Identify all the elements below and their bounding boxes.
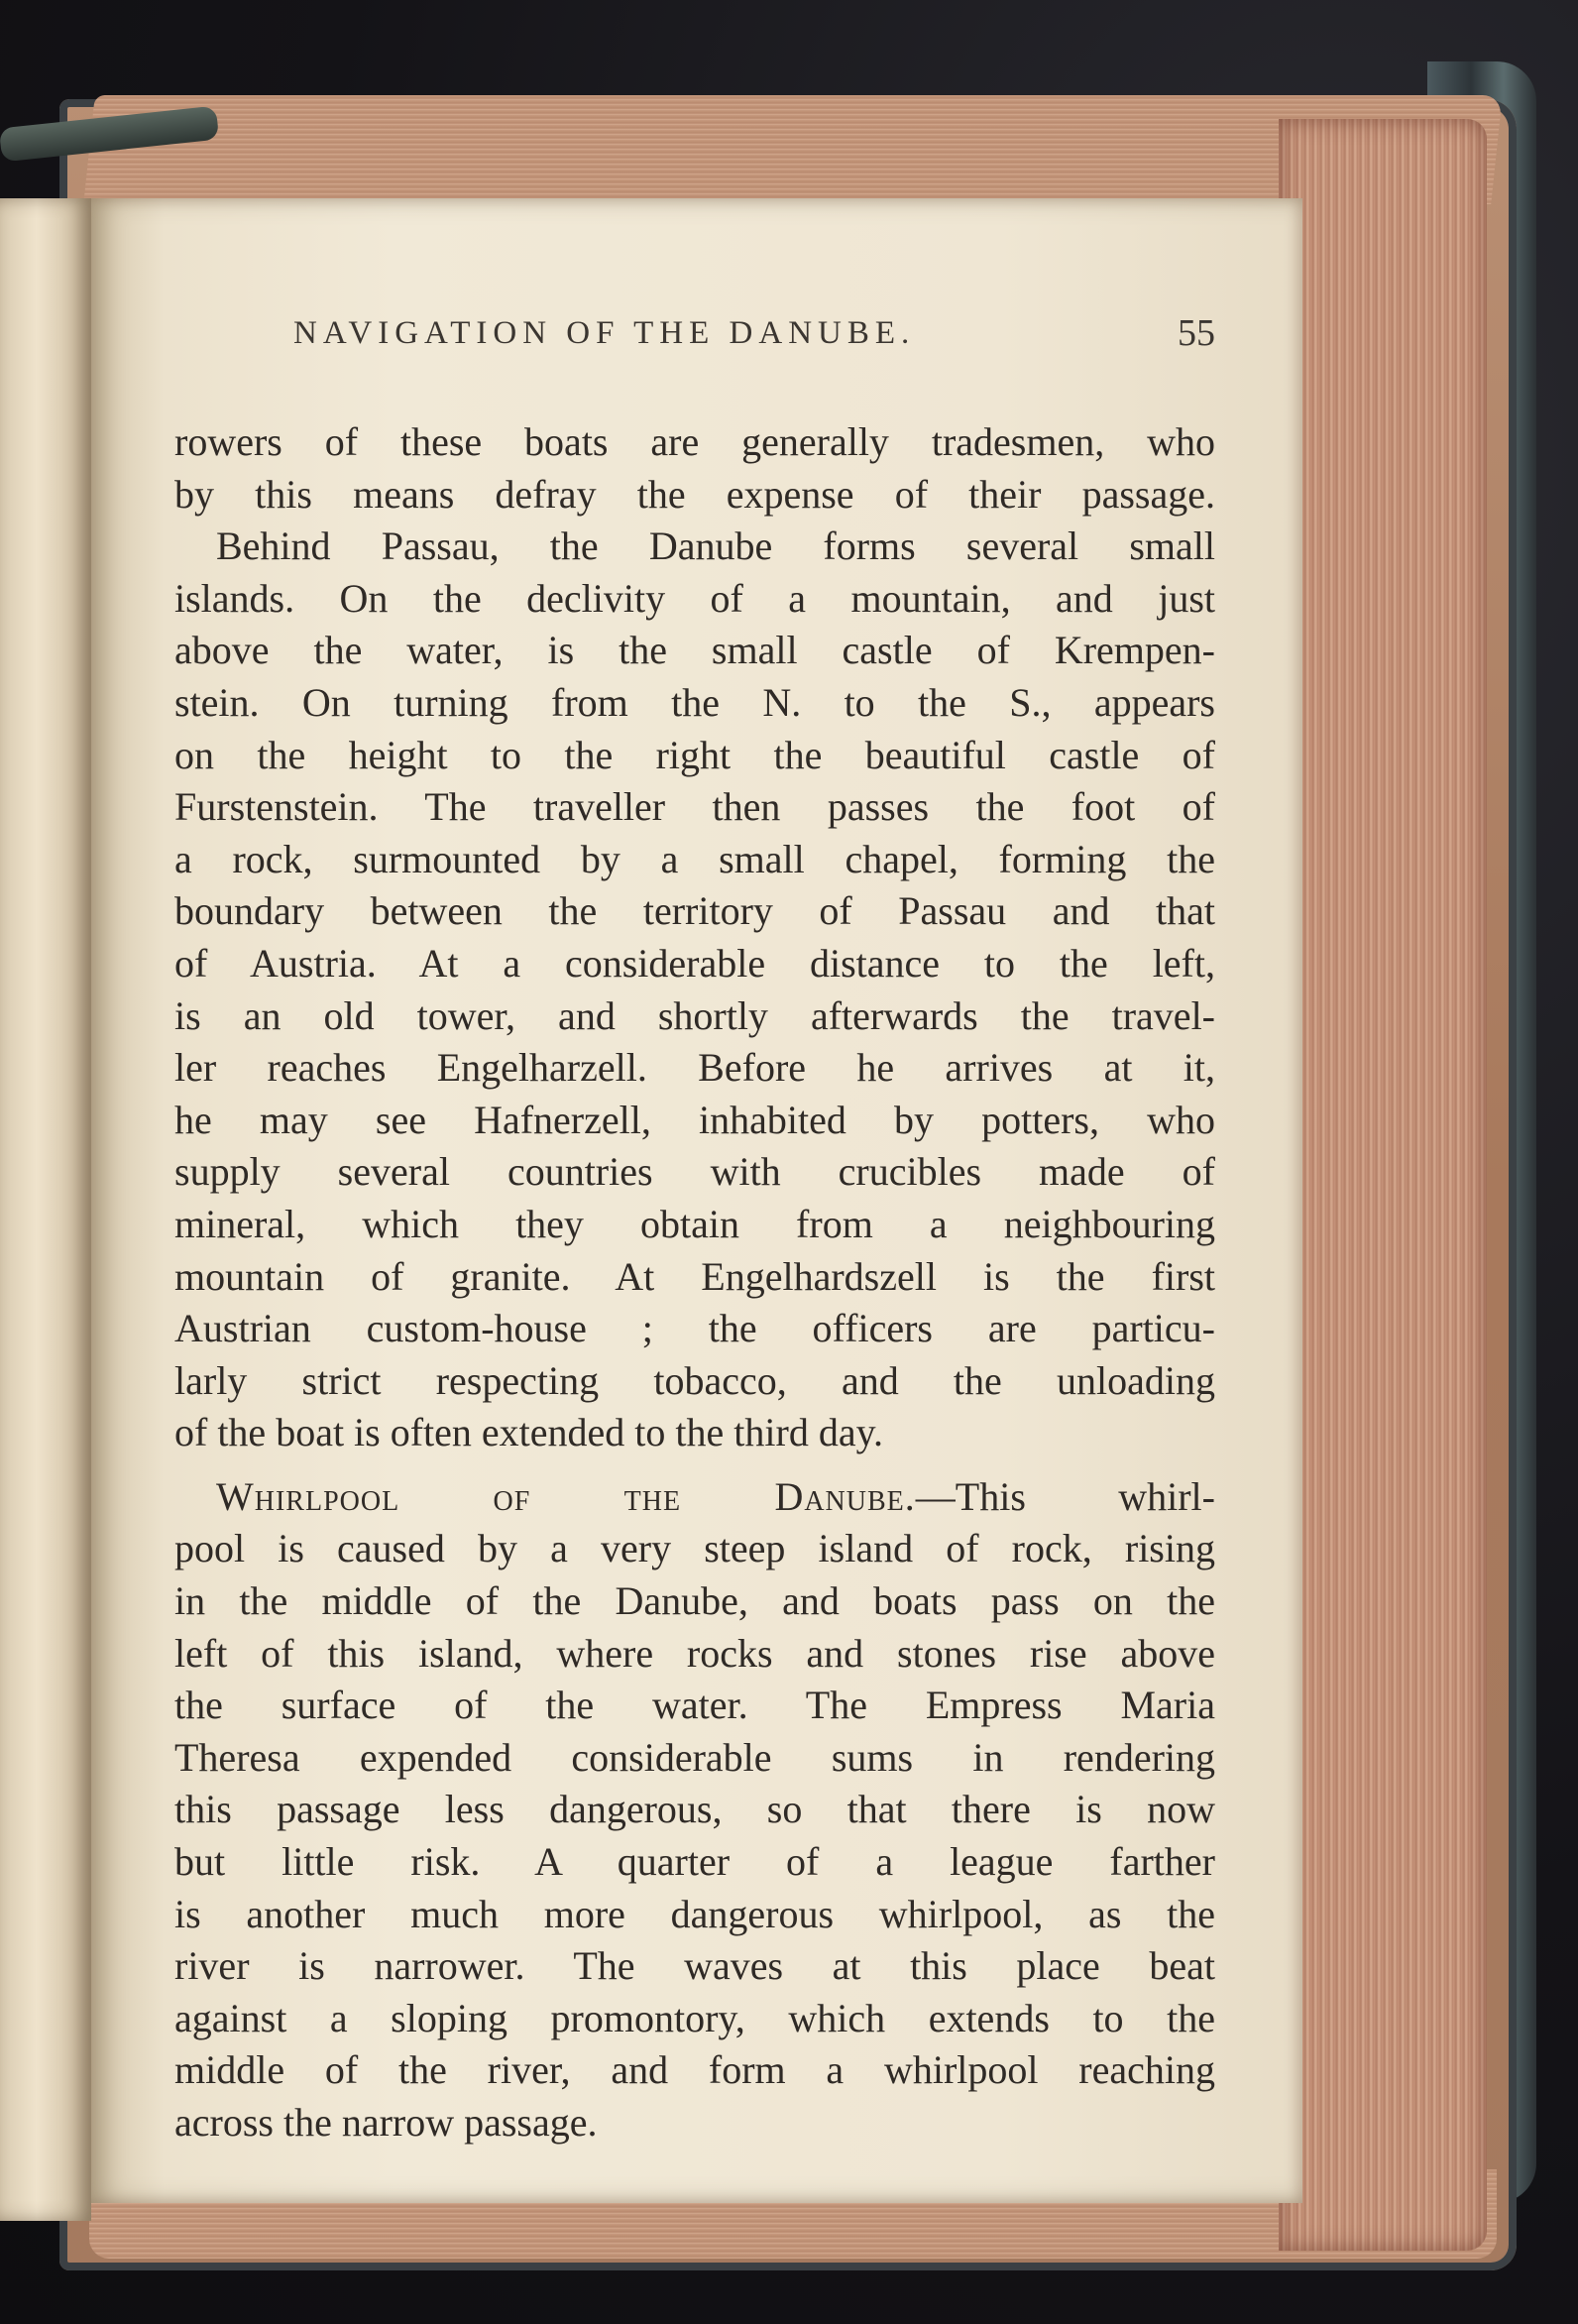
text-line: of the boat is often extended to the third day. [174,1410,883,1455]
text-line: across the narrow passage. [174,2100,598,2145]
text-line: of Austria. At a considerable distance to the left, [174,940,1215,986]
text-line: mountain of granite. At Engelhardszell is the first [174,1253,1215,1299]
text-line: Furstenstein. The traveller then passes the foot of [174,784,1215,830]
text-line: on the height to the right the beautiful castle of [174,732,1215,777]
text-line: is an old tower, and shortly afterwards the travel- [174,992,1215,1038]
whirlpool-heading-line [174,1471,1215,1524]
text-line: boundary between the territory of Passau and that [174,888,1215,934]
text-line: rowers of these boats are generally tradesmen, who [174,419,1215,464]
heading-continuation: —This whirl- [915,1473,1215,1519]
page-number: 55 [1178,312,1215,354]
text-line: above the water, is the small castle of Krempen- [174,628,1215,673]
text-line: Behind Passau, the Danube forms several small [216,523,1215,569]
text-line: a rock, surmounted by a small chapel, forming the [174,836,1215,881]
text-line: left of this island, where rocks and stones rise above [174,1630,1215,1676]
body-text [174,416,1215,2150]
text-line: Austrian custom-house ; the officers are particu- [174,1306,1215,1351]
text-line: river is narrower. The waves at this place beat [174,1943,1215,1989]
text-line: the surface of the water. The Empress Maria [174,1683,1215,1728]
text-line: mineral, which they obtain from a neighbouring [174,1201,1215,1246]
text-line: against a sloping promontory, which extends to the [174,1995,1215,2040]
left-facing-page [0,198,91,2221]
text-line: middle of the river, and form a whirlpool reaching [174,2047,1215,2093]
text-line: islands. On the declivity of a mountain, and just [174,575,1215,621]
section-heading: Whirlpool of the Danube. [216,1473,916,1519]
text-line: Theresa expended considerable sums in rendering [174,1734,1215,1780]
text-line: supply several countries with crucibles made of [174,1149,1215,1195]
text-line: by this means defray the expense of their passage. [174,471,1215,517]
text-line: larly strict respecting tobacco, and the unloading [174,1357,1215,1403]
text-line: but little risk. A quarter of a league farther [174,1839,1215,1885]
running-header [293,312,1215,365]
page-fore-edge [1279,119,1487,2251]
text-line: ler reaches Engelharzell. Before he arrives at it, [174,1045,1215,1091]
text-line: he may see Hafnerzell, inhabited by potters, who [174,1097,1215,1142]
text-line: is another much more dangerous whirlpool, as the [174,1891,1215,1936]
text-line: in the middle of the Danube, and boats pass on the [174,1578,1215,1624]
text-line: stein. On turning from the N. to the S., appears [174,679,1215,725]
text-line: pool is caused by a very steep island of rock, rising [174,1526,1215,1571]
text-line: this passage less dangerous, so that there is now [174,1787,1215,1832]
header-title: NAVIGATION OF THE DANUBE. [293,315,916,351]
